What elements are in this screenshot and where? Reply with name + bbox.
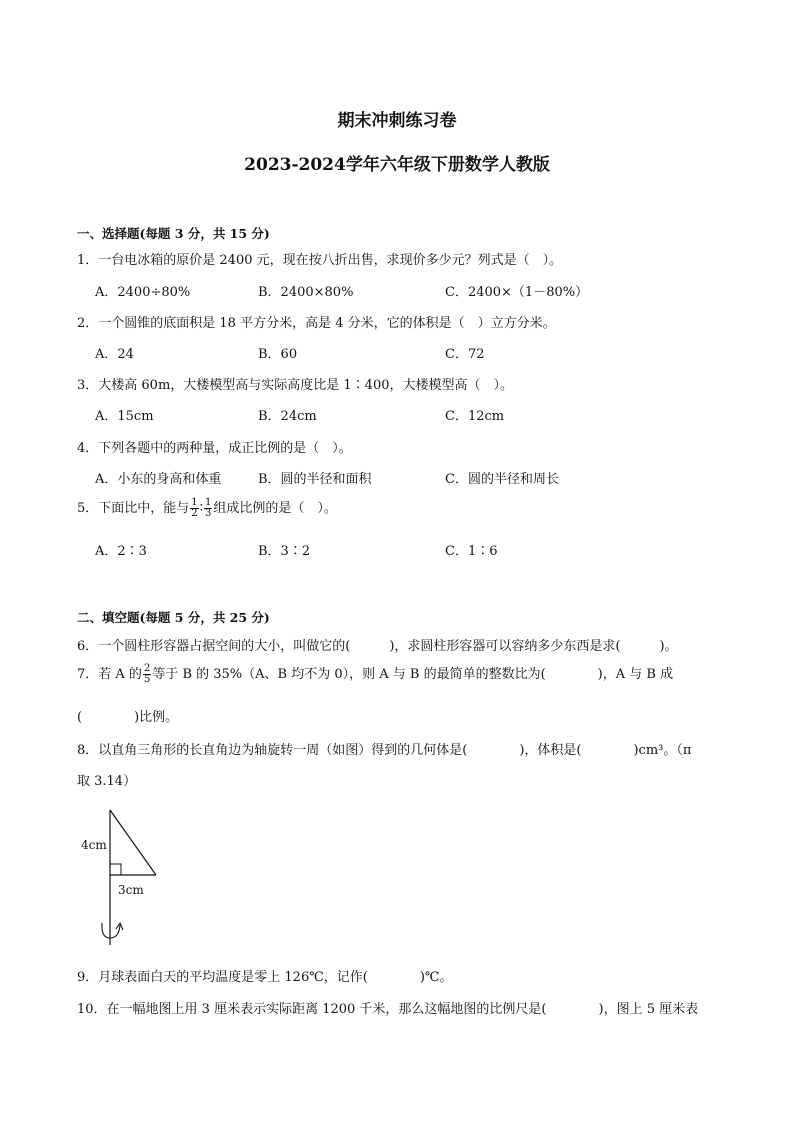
question-1: 1．一台电冰箱的原价是 2400 元，现在按八折出售，求现价多少元？列式是（ ）。	[77, 253, 563, 268]
q5-option-b: B．3∶2	[258, 544, 311, 559]
hypotenuse	[110, 810, 156, 875]
q2-option-a: A．24	[95, 347, 134, 362]
question-3: 3．大楼高 60m，大楼模型高与实际高度比是 1∶400，大楼模型高（ ）。	[77, 378, 513, 393]
q5-stem-before: 5．下面比中，能与	[77, 501, 190, 516]
q7-fraction: $\frac{2}{5}$	[143, 663, 151, 685]
section1-heading: 一、选择题(每题 3 分，共 15 分)	[77, 226, 270, 241]
q5-option-a: A．2∶3	[95, 544, 147, 559]
q5-option-c: C．1∶6	[445, 544, 498, 559]
section2-heading: 二、填空题(每题 5 分，共 25 分)	[77, 610, 270, 625]
question-4: 4．下列各题中的两种量，成正比例的是（ ）。	[77, 441, 352, 456]
q7-after: 等于 B 的 35%（A、B 均不为 0），则 A 与 B 的最简单的整数比为( )，A 与 B 成	[152, 667, 674, 682]
exam-subtitle: 2023-2024学年六年级下册数学人教版	[244, 155, 550, 175]
q7-before: 7．若 A 的	[77, 667, 142, 682]
rotation-arrow-icon	[102, 923, 120, 938]
q1-option-b: B．2400×80%	[258, 285, 354, 300]
q2-option-c: C．72	[445, 347, 485, 362]
q4-option-a: A．小东的身高和体重	[95, 472, 222, 487]
height-label: 4cm	[81, 838, 107, 852]
q5-fraction-1: $\frac{1}{2}$	[191, 497, 198, 519]
question-5	[77, 497, 337, 519]
q2-option-b: B．60	[258, 347, 298, 362]
q4-option-c: C．圆的半径和周长	[445, 472, 559, 487]
question-7-line2: ( )比例。	[77, 710, 179, 725]
q3-option-a: A．15cm	[95, 409, 154, 424]
q5-ratio-colon: ∶	[199, 501, 204, 516]
q3-option-b: B．24cm	[258, 409, 317, 424]
q5-fraction-2: $\frac{1}{3}$	[205, 497, 212, 519]
q4-option-b: B．圆的半径和面积	[258, 472, 372, 487]
q1-option-a: A．2400÷80%	[95, 285, 191, 300]
question-10: 10．在一幅地图上用 3 厘米表示实际距离 1200 千米，那么这幅地图的比例尺是( )，图上 5 厘米表	[77, 1002, 699, 1017]
question-2: 2．一个圆锥的底面积是 18 平方分米，高是 4 分米，它的体积是（ ）立方分米。	[77, 316, 556, 331]
right-angle-mark	[110, 864, 121, 875]
exam-title: 期末冲刺练习卷	[337, 111, 457, 131]
question-8-line2: 取 3.14）	[77, 774, 137, 789]
rotation-triangle-figure	[75, 805, 195, 945]
q1-option-c: C．2400×（1－80%）	[445, 285, 589, 300]
question-6: 6．一个圆柱形容器占据空间的大小，叫做它的( )，求圆柱形容器可以容纳多少东西是求( )。	[77, 639, 678, 654]
question-8: 8．以直角三角形的长直角边为轴旋转一周（如图）得到的几何体是( )，体积是( )cm³。（π	[77, 743, 692, 758]
q5-stem-after: 组成比例的是（ ）。	[213, 501, 337, 516]
question-9: 9．月球表面白天的平均温度是零上 126℃，记作( )℃。	[77, 970, 453, 985]
base-label: 3cm	[118, 883, 144, 897]
question-7	[77, 663, 673, 685]
q3-option-c: C．12cm	[445, 409, 505, 424]
